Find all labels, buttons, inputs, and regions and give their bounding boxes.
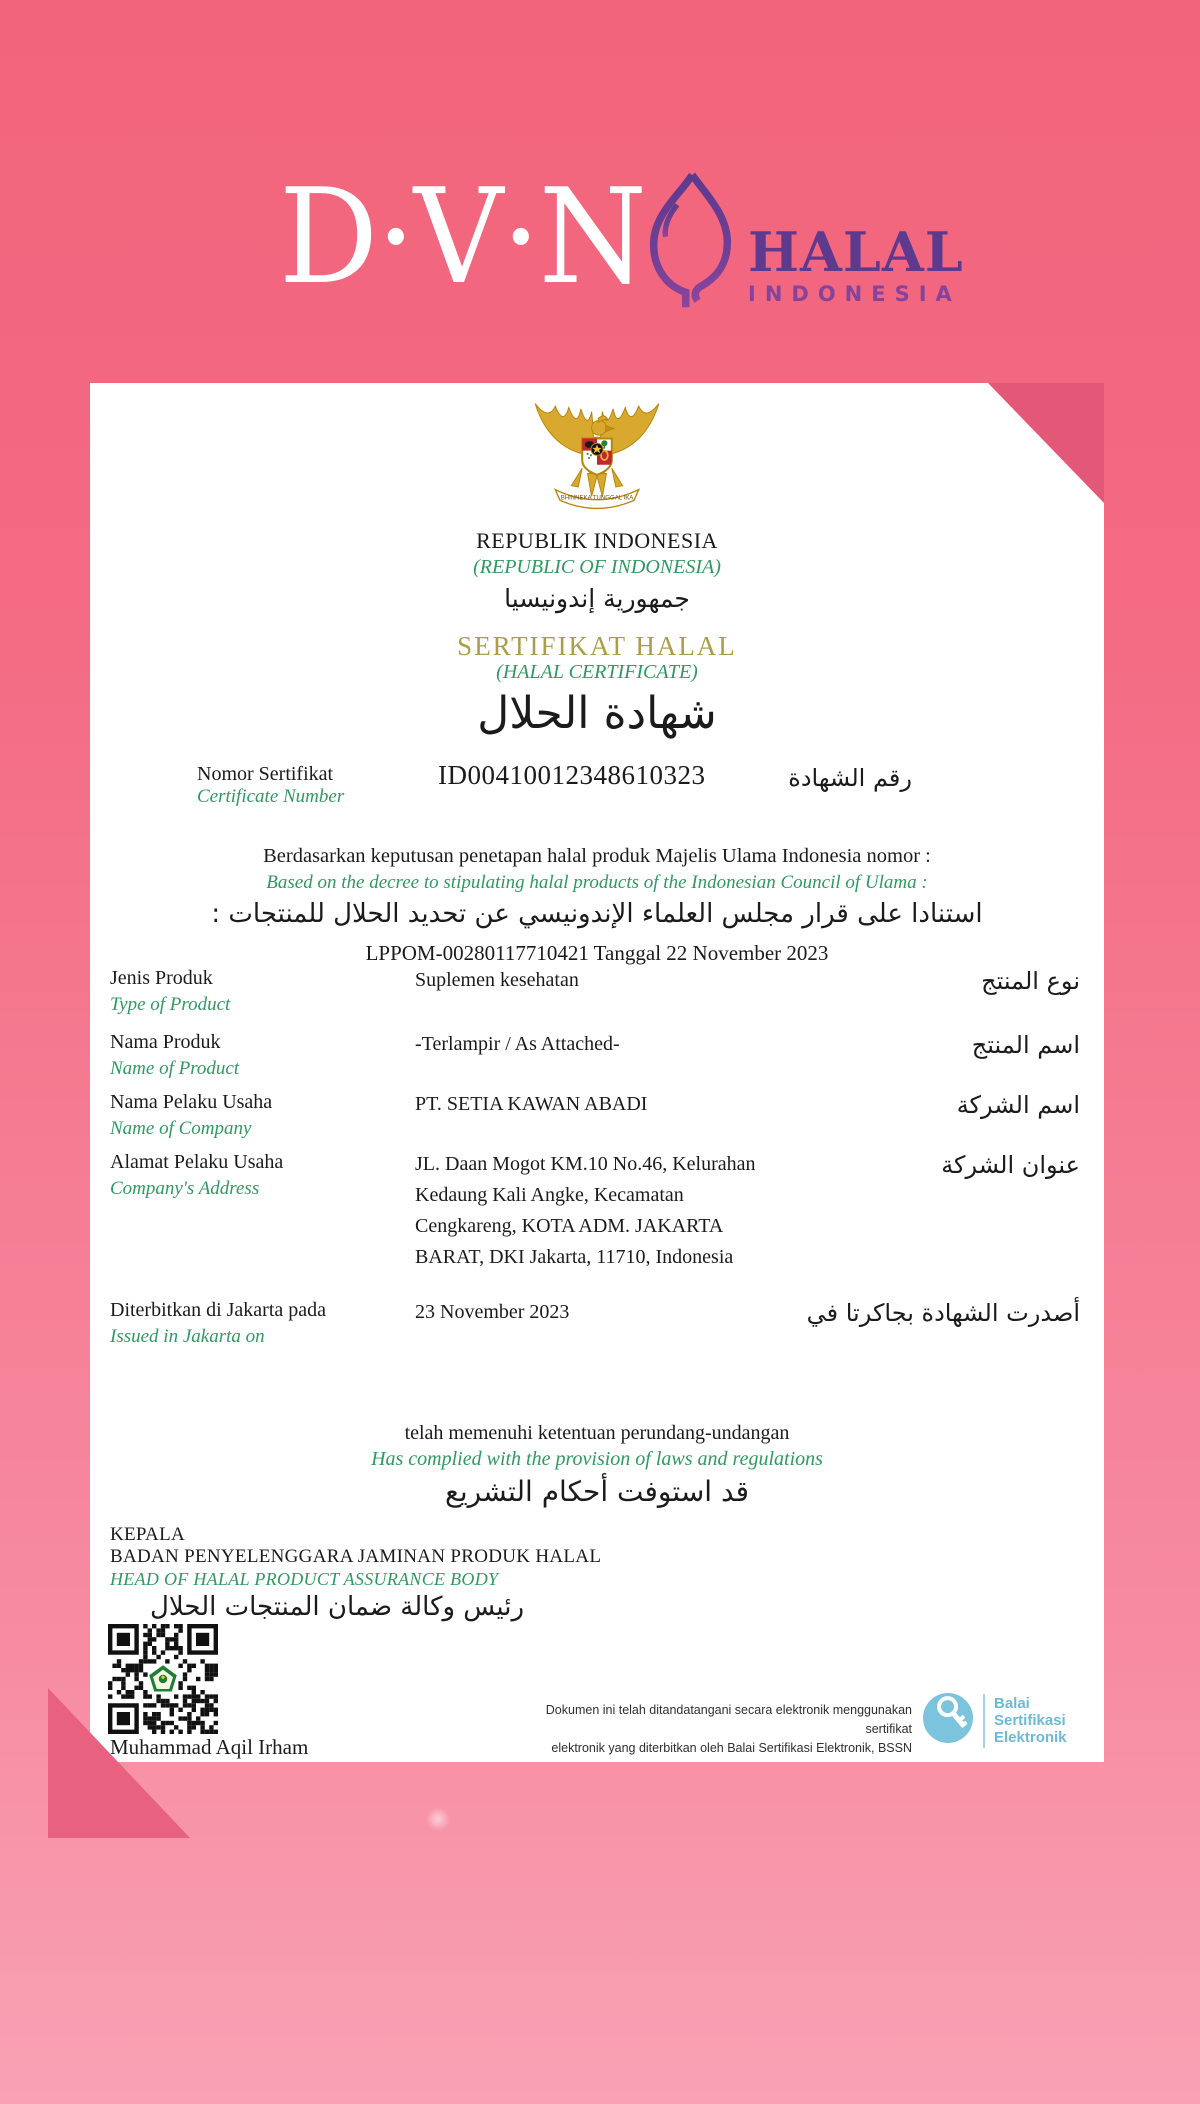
certificate-number-value: ID00410012348610323 (438, 760, 706, 790)
compliance-statement-ar: قد استوفت أحكام التشريع (444, 1475, 750, 1508)
compliance-statement-en: Has complied with the provision of laws and regulations (371, 1448, 823, 1470)
halal-indonesia-logo (642, 168, 964, 310)
certificate-title-en: (HALAL CERTIFICATE) (496, 661, 698, 683)
certificate-number-label: Nomor Sertifikat Certificate Number (197, 763, 345, 807)
halal-logo-subtext: INDONESIA (748, 282, 961, 306)
bse-key-icon (922, 1692, 974, 1749)
decree-number: LPPOM-00280117710421 Tanggal 22 November 2023 (365, 941, 829, 965)
decree-statement-en: Based on the decree to stipulating halal products of the Indonesian Council of Ulama : (266, 872, 928, 893)
certificate-number-label-ar: رقم الشهادة (788, 764, 912, 792)
decree-statement-ar: استنادا على قرار مجلس العلماء الإندونيسي عن تحديد الحلال للمنتجات : (211, 899, 983, 929)
decree-statement-id: Berdasarkan keputusan penetapan halal produk Majelis Ulama Indonesia nomor : (263, 845, 931, 867)
garuda-pancasila-emblem (523, 388, 671, 529)
qr-code (108, 1624, 218, 1734)
garuda-motto: BHINNEKA TUNGGAL IKA (560, 495, 634, 502)
bse-logo-divider (983, 1694, 985, 1748)
bse-logo (922, 1692, 1067, 1749)
electronic-signature-disclaimer: Dokumen ini telah ditandatangani secara elektronik menggunakan sertifikat elektronik yang diterbitkan oleh Balai Sertifikasi Elektronik, BSSN (545, 1703, 912, 1755)
signatory-title-ar: رئيس وكالة ضمان المنتجات الحلال (150, 1592, 525, 1622)
halal-indonesia-gunungan-icon (642, 170, 738, 310)
signatory-title-line1: KEPALA (110, 1524, 185, 1545)
signatory-title-en: HEAD OF HALAL PRODUCT ASSURANCE BODY (110, 1569, 499, 1589)
sparkle-decoration (425, 1806, 451, 1832)
compliance-statement-id: telah memenuhi ketentuan perundang-undangan (404, 1422, 790, 1444)
certificate-title-id: SERTIFIKAT HALAL (457, 631, 737, 661)
country-name-en: (REPUBLIC OF INDONESIA) (473, 556, 721, 578)
country-name-ar: جمهورية إندونيسيا (504, 584, 690, 613)
country-name-id: REPUBLIK INDONESIA (476, 528, 718, 553)
signatory-title-line2: BADAN PENYELENGGARA JAMINAN PRODUK HALAL (110, 1546, 602, 1567)
halal-logo-text: HALAL (748, 220, 964, 284)
certificate-title-ar: شهادة الحلال (477, 688, 717, 739)
bse-logo-text: Balai Sertifikasi Elektronik (994, 1695, 1067, 1746)
dvn-logo: D·V·N (278, 161, 646, 314)
ministry-emblem-icon (148, 1664, 178, 1694)
signatory-name: Muhammad Aqil Irham (110, 1735, 309, 1759)
certificate-page: D·V·N HALAL INDONESIA BHINNEKA TUNGGAL IKA REPUBLIK INDONESIA (REPUBLIC OF INDONESIA) جمهورية إندونيسيا SERTIFIKAT HALAL (HALAL CERTIFICATE) شهادة الحلال Nomor Sertifikat Certificate Number ID00410012348610323 رقم الشهادة Berdasarkan keputusan penetapan halal produk Majelis Ulama Indonesia nomor : Based on the decree to stipulating halal products of the Indonesian Council of Ulama : استنادا على قرار مجلس العلماء الإندونيسي عن تحديد الحلال للمنتجات : LPPOM-00280117710421 Tanggal 22 November 2023 Jenis Produk Type of Product Suplemen kesehatan نوع المنتج Nama Produk Name of Product -Terlampir / As Attached- اسم المنتج Nama Pelaku Usaha Name of Company PT. SETIA KAWAN ABADI اسم الشركة Alamat Pelaku Usaha Company's Address JL. Daan Mogot KM.10 No.46, Kelurahan Kedaung Kali Angke, Kecamatan Cengkareng, KOTA ADM. JAKARTA BARAT, DKI Jakarta, 11710, Indonesia عنوان الشركة Diterbitkan di Jakarta pada Issued in Jakarta on 23 November 2023 أصدرت الشهادة بجاكرتا في telah memenuhi ketentuan perundang-undangan Has complied with the provision of laws and regulations قد استوفت أحكام التشريع KEPALA BADAN PENYELENGGARA JAMINAN PRODUK HALAL HEAD OF HALAL PRODUCT ASSURANCE BODY رئيس وكالة ضمان المنتجات الحلال Muhammad Aqil Irham Dokumen ini telah ditandatangani secara elektronik menggunakan sertifikat elektronik yang diterbitkan oleh Balai Sertifikasi Elektronik, BSSN Balai Sertifikasi Elektronik (0, 0, 1200, 2104)
